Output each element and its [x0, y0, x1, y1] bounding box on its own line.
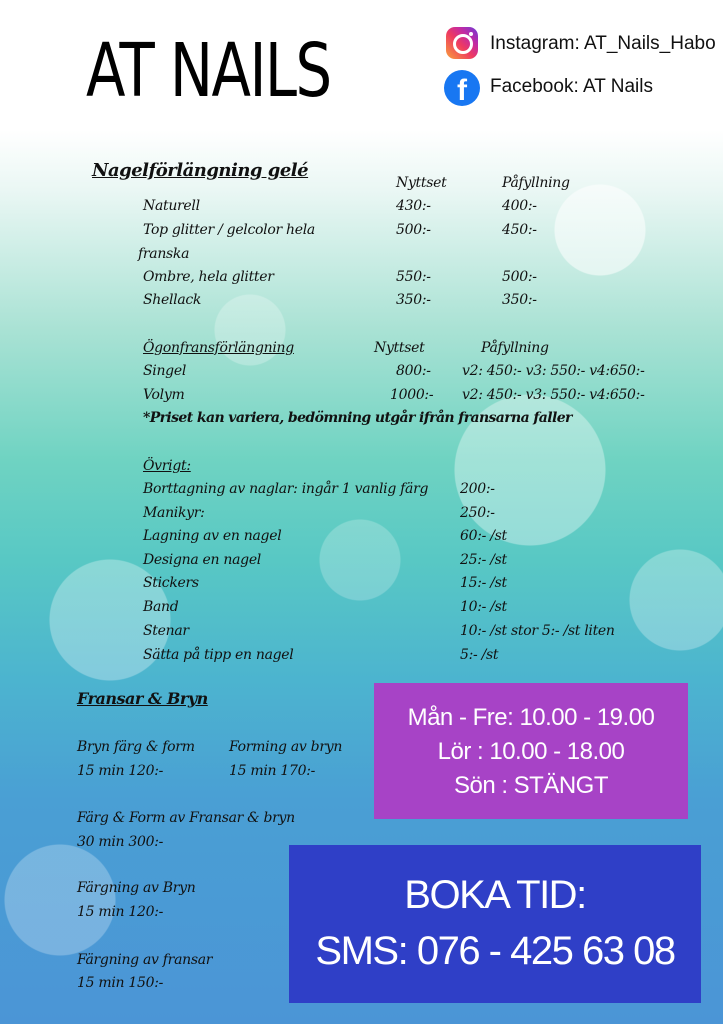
hours-sunday: Sön : STÄNGT — [453, 772, 609, 799]
instagram-label[interactable]: Instagram: AT_Nails_Habo — [490, 33, 716, 54]
other-row-name: Lagning av en nagel — [143, 528, 282, 544]
nail-row-new: 550:- — [396, 269, 431, 285]
brows-title: Fransar & Bryn — [77, 689, 208, 708]
other-row-price: 10:- /st — [460, 599, 507, 615]
nail-row-new: 430:- — [396, 198, 431, 214]
lash-col-refill: Påfyllning — [481, 340, 549, 356]
booking-box — [289, 845, 701, 1003]
other-row-price: 25:- /st — [460, 552, 507, 568]
brows-item-name: Bryn färg & form — [77, 739, 195, 755]
brand-logo: AT NAILS — [86, 28, 331, 114]
brows-item-name: Forming av bryn — [229, 739, 343, 755]
lash-note: *Priset kan variera, bedömning utgår ifrån fransarna faller — [143, 410, 572, 426]
nail-col-new: Nyttset — [396, 175, 447, 191]
nail-row-name: Shellack — [143, 292, 202, 308]
opening-hours-box — [374, 683, 688, 819]
other-row-name: Sätta på tipp en nagel — [143, 647, 294, 663]
lash-row-new: 1000:- — [390, 387, 434, 403]
other-row-name: Designa en nagel — [143, 552, 261, 568]
nail-extension-title: Nagelförlängning gelé — [92, 160, 309, 181]
other-row-name: Borttagning av naglar: ingår 1 vanlig färg — [143, 481, 429, 497]
nail-row-new: 500:- — [396, 222, 431, 238]
facebook-label[interactable]: Facebook: AT Nails — [490, 76, 653, 97]
other-row-name: Stickers — [143, 575, 199, 591]
facebook-icon[interactable]: f — [444, 70, 480, 106]
lash-row-name: Singel — [143, 363, 187, 379]
brows-item-name: Färg & Form av Fransar & bryn — [77, 810, 295, 826]
brows-item-price: 15 min 170:- — [229, 763, 316, 779]
nail-row-refill: 350:- — [502, 292, 537, 308]
hours-weekday: Mån - Fre: 10.00 - 19.00 — [407, 704, 655, 731]
nail-row-name: franska — [138, 246, 190, 262]
other-row-name: Stenar — [143, 623, 189, 639]
nail-row-name: Naturell — [143, 198, 200, 214]
nail-col-refill: Påfyllning — [502, 175, 570, 191]
brows-item-price: 15 min 150:- — [77, 975, 164, 991]
lash-row-refill: v2: 450:- v3: 550:- v4:650:- — [462, 363, 645, 379]
lash-row-refill: v2: 450:- v3: 550:- v4:650:- — [462, 387, 645, 403]
booking-title: BOKA TID: — [404, 873, 586, 917]
brows-item-name: Färgning av fransar — [77, 952, 213, 968]
other-row-price: 10:- /st stor 5:- /st liten — [460, 623, 615, 639]
nail-row-new: 350:- — [396, 292, 431, 308]
other-row-name: Manikyr: — [143, 505, 205, 521]
brows-item-price: 30 min 300:- — [77, 834, 164, 850]
other-row-price: 15:- /st — [460, 575, 507, 591]
nail-row-refill: 500:- — [502, 269, 537, 285]
booking-sms[interactable]: SMS: 076 - 425 63 08 — [315, 929, 675, 973]
nail-row-name: Top glitter / gelcolor hela — [143, 222, 315, 238]
brows-item-name: Färgning av Bryn — [77, 880, 196, 896]
nail-row-name: Ombre, hela glitter — [143, 269, 274, 285]
other-title: Övrigt: — [143, 458, 191, 474]
lash-row-name: Volym — [143, 387, 185, 403]
brows-item-price: 15 min 120:- — [77, 763, 164, 779]
other-row-price: 250:- — [460, 505, 495, 521]
nail-row-refill: 400:- — [502, 198, 537, 214]
other-row-price: 200:- — [460, 481, 495, 497]
instagram-icon[interactable] — [446, 27, 478, 59]
lash-title: Ögonfransförlängning — [143, 340, 294, 356]
other-row-name: Band — [143, 599, 179, 615]
other-row-price: 60:- /st — [460, 528, 507, 544]
brows-item-price: 15 min 120:- — [77, 904, 164, 920]
lash-col-new: Nyttset — [374, 340, 425, 356]
other-row-price: 5:- /st — [460, 647, 499, 663]
hours-saturday: Lör : 10.00 - 18.00 — [437, 738, 625, 765]
nail-row-refill: 450:- — [502, 222, 537, 238]
lash-row-new: 800:- — [396, 363, 431, 379]
